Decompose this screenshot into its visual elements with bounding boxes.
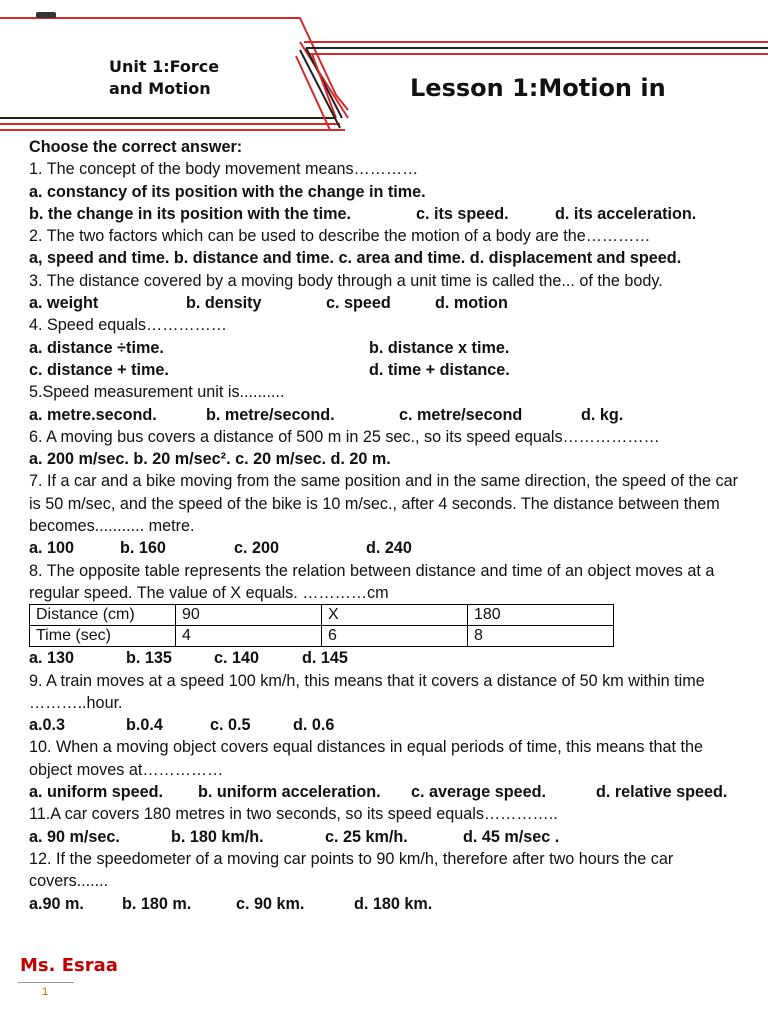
table-cell: 6 (322, 626, 468, 647)
q12-option-b[interactable]: b. 180 m. (122, 894, 192, 913)
question-3: 3. The distance covered by a moving body through a unit time is called the... of the body. (29, 271, 663, 290)
q11-option-d[interactable]: d. 45 m/sec . (463, 827, 560, 846)
q11-option-a[interactable]: a. 90 m/sec. (29, 827, 120, 846)
q9-option-a[interactable]: a.0.3 (29, 716, 66, 735)
distance-time-table (29, 604, 614, 647)
footer-divider (18, 982, 74, 983)
question-8: 8. The opposite table represents the relation between distance and time of an object moves at a regular speed. The value of X equals. …………cm (29, 561, 715, 602)
q7-option-b[interactable]: b. 160 (120, 539, 166, 558)
table-cell: 8 (468, 626, 614, 647)
q1-option-a[interactable]: a. constancy of its position with the change in time. (29, 182, 426, 201)
q3-option-a[interactable]: a. weight (29, 294, 99, 313)
question-10: 10. When a moving object covers equal distances in equal periods of time, this means that the object moves at…………… (29, 738, 703, 779)
question-9: 9. A train moves at a speed 100 km/h, this means that it covers a distance of 50 km within time ………..hour. (29, 671, 705, 712)
q8-options (29, 647, 749, 669)
q4-option-c[interactable]: c. distance + time. (29, 360, 169, 379)
q7-options (29, 537, 749, 559)
table-row (30, 626, 614, 647)
table-cell: X (322, 605, 468, 626)
unit-title: Unit 1:Force and Motion (109, 57, 220, 98)
q10-option-c[interactable]: c. average speed. (411, 783, 546, 802)
q8-option-c[interactable]: c. 140 (214, 649, 260, 668)
q4-option-d[interactable]: d. time + distance. (369, 360, 510, 379)
q3-option-b[interactable]: b. density (186, 294, 262, 313)
q7-option-c[interactable]: c. 200 (234, 539, 280, 558)
q1-option-d[interactable]: d. its acceleration. (555, 204, 697, 223)
table-cell: Time (sec) (30, 626, 176, 647)
q1-option-b[interactable]: b. the change in its position with the time. (29, 204, 351, 223)
lesson-title: Lesson 1:Motion in (410, 74, 666, 102)
author-name: Ms. Esraa (20, 955, 118, 976)
q4-options-cd (29, 359, 749, 381)
table-cell: 4 (176, 626, 322, 647)
q12-option-c[interactable]: c. 90 km. (236, 894, 305, 913)
table-cell: Distance (cm) (30, 605, 176, 626)
q10-options (29, 781, 749, 803)
question-11: 11.A car covers 180 metres in two seconds, so its speed equals………….. (29, 805, 558, 824)
q9-options (29, 714, 749, 736)
q9-option-d[interactable]: d. 0.6 (293, 716, 335, 735)
question-sheet (29, 136, 749, 915)
q4-options-ab (29, 337, 749, 359)
question-4: 4. Speed equals…………… (29, 316, 227, 335)
question-6: 6. A moving bus covers a distance of 500 m in 25 sec., so its speed equals……………… (29, 427, 660, 446)
q9-option-c[interactable]: c. 0.5 (210, 716, 251, 735)
question-5: 5.Speed measurement unit is.......... (29, 383, 285, 402)
q12-option-a[interactable]: a.90 m. (29, 894, 84, 913)
q11-option-c[interactable]: c. 25 km/h. (325, 827, 408, 846)
table-row (30, 605, 614, 626)
question-1: 1. The concept of the body movement means………… (29, 160, 419, 179)
q12-option-d[interactable]: d. 180 km. (354, 894, 433, 913)
instructions: Choose the correct answer: (29, 138, 243, 156)
q10-option-a[interactable]: a. uniform speed. (29, 783, 164, 802)
q9-option-b[interactable]: b.0.4 (126, 716, 163, 735)
q4-option-b[interactable]: b. distance x time. (369, 338, 510, 357)
question-2: 2. The two factors which can be used to describe the motion of a body are the………… (29, 227, 651, 246)
q10-option-b[interactable]: b. uniform acceleration. (198, 783, 381, 802)
q5-option-c[interactable]: c. metre/second (399, 405, 523, 424)
q10-option-d[interactable]: d. relative speed. (596, 783, 728, 802)
q3-option-c[interactable]: c. speed (326, 294, 391, 313)
q7-option-a[interactable]: a. 100 (29, 539, 75, 558)
q7-option-d[interactable]: d. 240 (366, 539, 412, 558)
q11-option-b[interactable]: b. 180 km/h. (171, 827, 264, 846)
q5-option-d[interactable]: d. kg. (581, 405, 624, 424)
question-7: 7. If a car and a bike moving from the same position and in the same direction, the speed of the car is 50 m/sec, and the speed of the bike is 10 m/sec., after 4 seconds. The distance between them becomes........... metre. (29, 472, 739, 536)
q8-option-d[interactable]: d. 145 (302, 649, 348, 668)
table-cell: 90 (176, 605, 322, 626)
q1-option-c[interactable]: c. its speed. (416, 204, 509, 223)
q5-option-a[interactable]: a. metre.second. (29, 405, 157, 424)
table-cell: 180 (468, 605, 614, 626)
q4-option-a[interactable]: a. distance ÷time. (29, 338, 164, 357)
q8-option-b[interactable]: b. 135 (126, 649, 172, 668)
q1-options-bcd (29, 203, 749, 225)
q3-option-d[interactable]: d. motion (435, 294, 508, 313)
q11-options (29, 826, 749, 848)
q2-options[interactable]: a, speed and time. b. distance and time. c. area and time. d. displacement and speed. (29, 249, 682, 268)
question-12: 12. If the speedometer of a moving car points to 90 km/h, therefore after two hours the car covers....... (29, 849, 674, 891)
q8-option-a[interactable]: a. 130 (29, 649, 75, 668)
page-number: 1 (42, 986, 49, 998)
q5-option-b[interactable]: b. metre/second. (206, 405, 335, 424)
q3-options (29, 292, 749, 314)
q12-options (29, 893, 749, 915)
q6-options[interactable]: a. 200 m/sec. b. 20 m/sec². c. 20 m/sec. d. 20 m. (29, 450, 391, 469)
q5-options (29, 404, 749, 426)
